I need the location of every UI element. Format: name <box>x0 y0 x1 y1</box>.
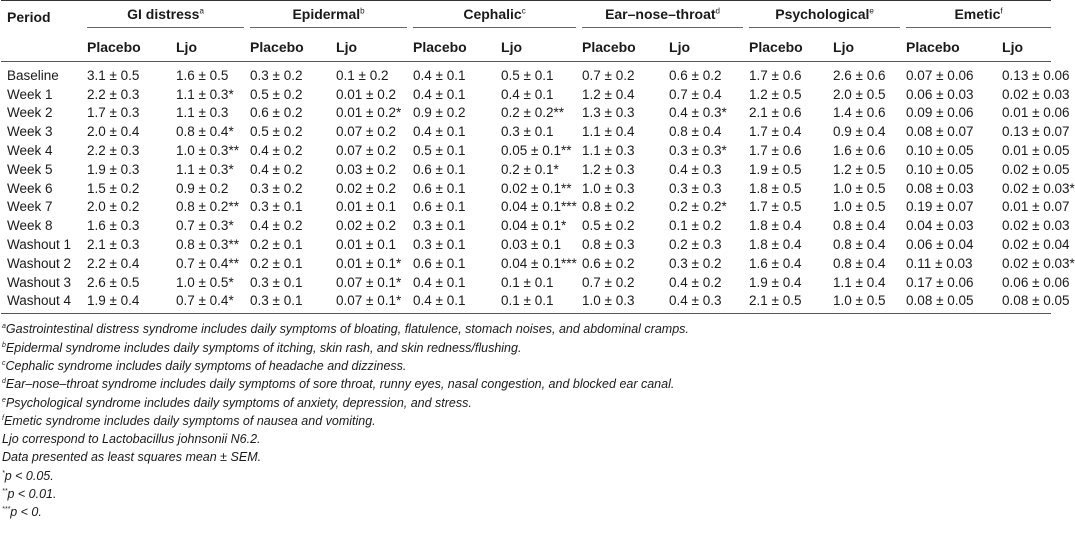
value-cell: 1.0 ± 0.5 <box>827 292 900 314</box>
table-row <box>1 141 1051 160</box>
value-cell: 1.8 ± 0.4 <box>749 218 802 234</box>
subheader-ljo: Ljo <box>996 33 1051 62</box>
value-cell: 1.7 ± 0.3 <box>87 105 140 121</box>
value-cell: 0.08 ± 0.07 <box>906 124 974 140</box>
value-cell: 1.2 ± 0.5 <box>749 86 802 102</box>
group-header-text: Ear–nose–throat <box>605 6 716 22</box>
subheader-ljo: Ljo <box>495 33 576 62</box>
value-cell: 0.5 ± 0.2 <box>582 218 635 234</box>
table-header <box>1 1 1051 62</box>
value-cell: 0.9 ± 0.2 <box>413 105 466 121</box>
footnote-mark: ** <box>2 487 8 495</box>
value-cell: 0.01 ± 0.1 <box>336 237 396 253</box>
value-cell: 0.4 ± 0.2 <box>250 143 303 159</box>
footnote-text: Ear–nose–throat syndrome includes daily symptoms of sore throat, runny eyes, nasal congestion, and blocked ear canal. <box>5 377 675 392</box>
period-cell: Washout 1 <box>7 237 72 253</box>
footnote <box>2 394 1051 412</box>
group-header-label <box>582 6 743 28</box>
value-cell: 0.02 ± 0.03* <box>1002 255 1075 271</box>
value-cell: 0.02 ± 0.03* <box>1002 180 1075 196</box>
value-cell: 0.02 ± 0.2 <box>336 180 396 196</box>
value-cell: 0.04 ± 0.1*** <box>501 199 577 215</box>
value-cell: 1.0 ± 0.5 <box>833 180 886 196</box>
value-cell: 0.3 ± 0.3 <box>669 180 722 196</box>
footnote <box>2 412 1051 430</box>
value-cell: 0.4 ± 0.1 <box>413 124 466 140</box>
value-cell: 0.02 ± 0.04 <box>1002 237 1070 253</box>
value-cell: 0.06 ± 0.04 <box>906 237 974 253</box>
period-cell: Week 7 <box>7 199 53 215</box>
subheader-placebo: Placebo <box>244 33 330 62</box>
footnote <box>2 430 1051 448</box>
group-header-label <box>906 6 1051 28</box>
value-cell: 0.7 ± 0.2 <box>582 67 635 83</box>
period-cell: Washout 4 <box>1 292 81 314</box>
value-cell: 0.13 ± 0.07 <box>1002 124 1070 140</box>
value-cell: 0.8 ± 0.4 <box>833 237 886 253</box>
footnote <box>2 357 1051 375</box>
value-cell: 0.4 ± 0.3* <box>669 105 727 121</box>
value-cell: 1.0 ± 0.5 <box>833 199 886 215</box>
table-row <box>1 62 1051 85</box>
group-header-label <box>749 6 900 28</box>
period-cell: Week 1 <box>7 86 53 102</box>
value-cell: 1.0 ± 0.3** <box>176 143 239 159</box>
value-cell: 1.3 ± 0.3 <box>582 105 635 121</box>
value-cell: 0.01 ± 0.2* <box>336 105 402 121</box>
value-cell: 2.0 ± 0.4 <box>87 124 140 140</box>
value-cell: 0.7 ± 0.4** <box>176 255 239 271</box>
value-cell: 1.6 ± 0.6 <box>833 143 886 159</box>
value-cell: 1.1 ± 0.3 <box>582 143 635 159</box>
subheader-placebo: Placebo <box>81 33 170 62</box>
value-cell: 0.5 ± 0.1 <box>413 143 466 159</box>
table-row <box>1 292 1051 314</box>
value-cell: 0.01 ± 0.07 <box>1002 199 1070 215</box>
value-cell: 0.02 ± 0.03 <box>1002 86 1070 102</box>
value-cell: 0.1 ± 0.2 <box>669 218 722 234</box>
footnote-mark: a <box>2 323 6 331</box>
value-cell: 0.3 ± 0.1 <box>250 274 303 290</box>
value-cell: 1.9 ± 0.4 <box>749 274 802 290</box>
value-cell: 0.19 ± 0.07 <box>906 199 974 215</box>
value-cell: 0.03 ± 0.2 <box>336 161 396 177</box>
table-row <box>1 179 1051 198</box>
value-cell: 1.9 ± 0.4 <box>81 292 170 314</box>
value-cell: 0.8 ± 0.4 <box>833 218 886 234</box>
period-cell: Week 3 <box>7 124 53 140</box>
value-cell: 0.3 ± 0.1 <box>244 292 330 314</box>
group-header-label <box>87 6 244 28</box>
subheader-ljo: Ljo <box>170 33 244 62</box>
footnote-text: p < 0.01. <box>7 487 57 502</box>
value-cell: 0.3 ± 0.1 <box>413 237 466 253</box>
value-cell: 0.8 ± 0.3 <box>582 237 635 253</box>
footnote-mark: c <box>2 359 6 367</box>
header-period: Period <box>1 1 81 34</box>
period-cell: Baseline <box>7 67 59 83</box>
value-cell: 0.2 ± 0.2** <box>501 105 564 121</box>
footnote-mark: e <box>869 6 874 16</box>
subheader-placebo: Placebo <box>576 33 663 62</box>
value-cell: 0.07 ± 0.1* <box>330 292 407 314</box>
subheader-placebo: Placebo <box>900 33 996 62</box>
footnote <box>2 339 1051 357</box>
group-header <box>407 1 576 34</box>
period-cell: Week 5 <box>7 161 53 177</box>
value-cell: 0.01 ± 0.06 <box>1002 105 1070 121</box>
value-cell: 0.07 ± 0.06 <box>906 67 974 83</box>
value-cell: 2.6 ± 0.6 <box>833 67 886 83</box>
value-cell: 0.3 ± 0.1 <box>250 199 303 215</box>
value-cell: 1.2 ± 0.3 <box>582 161 635 177</box>
table-row <box>1 104 1051 123</box>
value-cell: 0.1 ± 0.1 <box>495 292 576 314</box>
value-cell: 0.10 ± 0.05 <box>906 161 974 177</box>
value-cell: 0.07 ± 0.1* <box>336 274 402 290</box>
table-body <box>1 62 1075 314</box>
value-cell: 1.2 ± 0.5 <box>833 161 886 177</box>
value-cell: 1.1 ± 0.3* <box>176 161 234 177</box>
value-cell: 0.2 ± 0.3 <box>669 237 722 253</box>
footnote-text: Epidermal syndrome includes daily symptoms of itching, skin rash, and skin redness/flushing. <box>5 340 522 355</box>
value-cell: 0.2 ± 0.2* <box>669 199 727 215</box>
value-cell: 0.7 ± 0.2 <box>582 274 635 290</box>
value-cell: 1.9 ± 0.5 <box>749 161 802 177</box>
value-cell: 0.04 ± 0.1* <box>501 218 567 234</box>
value-cell: 0.5 ± 0.2 <box>250 124 303 140</box>
symptom-table <box>1 0 1075 314</box>
value-cell: 0.2 ± 0.1* <box>501 161 559 177</box>
footnote-text: p < 0.05. <box>4 468 54 483</box>
value-cell: 1.4 ± 0.6 <box>833 105 886 121</box>
footnote-text: Gastrointestinal distress syndrome includes daily symptoms of bloating, flatulence, stomach noises, and abdominal cramps. <box>5 322 689 337</box>
value-cell: 0.5 ± 0.2 <box>250 86 303 102</box>
value-cell: 0.07 ± 0.2 <box>336 124 396 140</box>
period-cell: Washout 3 <box>7 274 72 290</box>
value-cell: 0.3 ± 0.3* <box>669 143 727 159</box>
value-cell: 1.1 ± 0.4 <box>833 274 886 290</box>
value-cell: 0.7 ± 0.3* <box>176 218 234 234</box>
value-cell: 2.2 ± 0.3 <box>87 86 140 102</box>
value-cell: 1.5 ± 0.2 <box>87 180 140 196</box>
value-cell: 0.6 ± 0.1 <box>413 180 466 196</box>
subheader-ljo: Ljo <box>827 33 900 62</box>
header-period-spacer <box>1 33 81 62</box>
value-cell: 0.4 ± 0.1 <box>413 274 466 290</box>
value-cell: 2.6 ± 0.5 <box>87 274 140 290</box>
footnote <box>2 485 1051 503</box>
value-cell: 0.04 ± 0.03 <box>906 218 974 234</box>
value-cell: 0.01 ± 0.2 <box>336 86 396 102</box>
value-cell: 0.3 ± 0.2 <box>250 67 303 83</box>
value-cell: 0.8 ± 0.2** <box>176 199 239 215</box>
value-cell: 0.02 ± 0.1** <box>501 180 572 196</box>
group-header-text: Epidermal <box>292 6 361 22</box>
value-cell: 1.6 ± 0.5 <box>176 67 229 83</box>
value-cell: 0.17 ± 0.06 <box>906 274 974 290</box>
value-cell: 2.2 ± 0.3 <box>87 143 140 159</box>
value-cell: 0.03 ± 0.1 <box>501 237 561 253</box>
value-cell: 1.1 ± 0.3* <box>176 86 234 102</box>
value-cell: 0.4 ± 0.3 <box>663 292 743 314</box>
value-cell: 1.1 ± 0.4 <box>582 124 635 140</box>
value-cell: 1.8 ± 0.4 <box>749 237 802 253</box>
value-cell: 0.01 ± 0.1 <box>336 199 396 215</box>
value-cell: 2.1 ± 0.6 <box>749 105 802 121</box>
value-cell: 1.8 ± 0.5 <box>749 180 802 196</box>
table-row <box>1 160 1051 179</box>
value-cell: 2.1 ± 0.5 <box>743 292 827 314</box>
value-cell: 0.4 ± 0.1 <box>413 67 466 83</box>
table-row <box>1 216 1051 235</box>
value-cell: 0.04 ± 0.1*** <box>501 255 577 271</box>
footnote <box>2 320 1051 338</box>
value-cell: 0.8 ± 0.4 <box>833 255 886 271</box>
value-cell: 0.05 ± 0.1** <box>501 143 572 159</box>
table-row <box>1 273 1051 292</box>
value-cell: 0.3 ± 0.2 <box>669 255 722 271</box>
subheader-placebo: Placebo <box>743 33 827 62</box>
value-cell: 1.0 ± 0.3 <box>576 292 663 314</box>
value-cell: 0.06 ± 0.06 <box>1002 274 1070 290</box>
group-header-text: Emetic <box>954 6 1001 22</box>
group-header-text: GI distress <box>127 6 200 22</box>
value-cell: 1.9 ± 0.3 <box>87 161 140 177</box>
table-row <box>1 254 1051 273</box>
group-header-label <box>413 6 576 28</box>
value-cell: 0.2 ± 0.1 <box>250 237 303 253</box>
value-cell: 0.9 ± 0.4 <box>833 124 886 140</box>
footnote-mark: b <box>2 341 6 349</box>
value-cell: 0.5 ± 0.1 <box>501 67 554 83</box>
value-cell: 0.01 ± 0.1* <box>336 255 402 271</box>
period-cell: Week 4 <box>7 143 53 159</box>
period-cell: Week 2 <box>7 105 53 121</box>
footnote-mark: *** <box>2 506 11 514</box>
value-cell: 0.1 ± 0.1 <box>501 274 554 290</box>
footnote-mark: f <box>1000 6 1003 16</box>
footnote <box>2 467 1051 485</box>
value-cell: 0.1 ± 0.2 <box>336 67 389 83</box>
group-header-text: Cephalic <box>463 6 522 22</box>
group-header <box>576 1 743 34</box>
period-cell: Washout 2 <box>7 255 72 271</box>
value-cell: 0.07 ± 0.2 <box>336 143 396 159</box>
footnote <box>2 375 1051 393</box>
value-cell: 0.08 ± 0.03 <box>906 180 974 196</box>
value-cell: 0.8 ± 0.3** <box>176 237 239 253</box>
value-cell: 0.4 ± 0.1 <box>413 86 466 102</box>
value-cell: 0.11 ± 0.03 <box>906 255 973 271</box>
value-cell: 1.7 ± 0.6 <box>749 67 802 83</box>
value-cell: 1.7 ± 0.6 <box>749 143 802 159</box>
value-cell: 0.13 ± 0.06 <box>1002 67 1070 83</box>
footnote-mark: b <box>360 6 365 16</box>
value-cell: 0.10 ± 0.05 <box>906 143 974 159</box>
table-row <box>1 198 1051 217</box>
value-cell: 0.09 ± 0.06 <box>906 105 974 121</box>
footnote-mark: e <box>2 396 6 404</box>
group-header-label <box>250 6 407 28</box>
value-cell: 1.6 ± 0.4 <box>749 255 802 271</box>
period-cell: Week 8 <box>7 218 53 234</box>
value-cell: 0.08 ± 0.05 <box>900 292 996 314</box>
group-header-text: Psychological <box>775 6 870 22</box>
value-cell: 1.0 ± 0.3 <box>582 180 635 196</box>
footnote-mark: * <box>2 469 5 477</box>
value-cell: 0.02 ± 0.2 <box>336 218 396 234</box>
footnote-mark: d <box>2 378 6 386</box>
value-cell: 0.6 ± 0.2 <box>582 255 635 271</box>
value-cell: 0.3 ± 0.2 <box>250 180 303 196</box>
value-cell: 0.2 ± 0.1 <box>250 255 303 271</box>
footnote-mark: d <box>715 6 720 16</box>
period-cell: Week 6 <box>7 180 53 196</box>
subheader-ljo: Ljo <box>330 33 407 62</box>
value-cell: 0.8 ± 0.4 <box>669 124 722 140</box>
subheader-ljo: Ljo <box>663 33 743 62</box>
group-header <box>244 1 407 34</box>
footnote-text: Data presented as least squares mean ± SEM. <box>2 450 262 465</box>
value-cell: 1.2 ± 0.4 <box>582 86 635 102</box>
value-cell: 2.0 ± 0.5 <box>833 86 886 102</box>
value-cell: 0.8 ± 0.4* <box>176 124 234 140</box>
table-row <box>1 235 1051 254</box>
footnote-mark: a <box>199 6 204 16</box>
value-cell: 3.1 ± 0.5 <box>87 67 140 83</box>
value-cell: 0.3 ± 0.1 <box>413 218 466 234</box>
value-cell: 0.4 ± 0.1 <box>501 86 554 102</box>
value-cell: 1.7 ± 0.4 <box>749 124 802 140</box>
footnote-text: Psychological syndrome includes daily symptoms of anxiety, depression, and stress. <box>5 395 472 410</box>
value-cell: 0.08 ± 0.05 <box>996 292 1051 314</box>
value-cell: 0.01 ± 0.05 <box>1002 143 1070 159</box>
value-cell: 0.7 ± 0.4 <box>669 86 722 102</box>
value-cell: 0.7 ± 0.4* <box>170 292 244 314</box>
value-cell: 0.06 ± 0.03 <box>906 86 974 102</box>
value-cell: 0.4 ± 0.3 <box>669 161 722 177</box>
footnotes <box>1 314 1051 521</box>
value-cell: 0.6 ± 0.1 <box>413 255 466 271</box>
value-cell: 0.4 ± 0.2 <box>250 161 303 177</box>
group-header <box>900 1 1051 34</box>
value-cell: 2.1 ± 0.3 <box>87 237 140 253</box>
footnote-text: p < 0. <box>10 505 42 520</box>
value-cell: 1.7 ± 0.5 <box>749 199 802 215</box>
footnote-text: Ljo correspond to Lactobacillus johnsonii N6.2. <box>2 432 261 447</box>
footnote <box>2 448 1051 466</box>
value-cell: 0.02 ± 0.03 <box>1002 218 1070 234</box>
subheader-placebo: Placebo <box>407 33 495 62</box>
value-cell: 1.1 ± 0.3 <box>176 105 229 121</box>
footnote-text: Emetic syndrome includes daily symptoms of nausea and vomiting. <box>3 413 376 428</box>
value-cell: 1.0 ± 0.5* <box>176 274 234 290</box>
footnote <box>2 503 1051 521</box>
footnote-mark: f <box>2 414 4 422</box>
value-cell: 0.02 ± 0.05 <box>1002 161 1070 177</box>
table-row <box>1 122 1051 141</box>
value-cell: 0.8 ± 0.2 <box>582 199 635 215</box>
table-row <box>1 85 1051 104</box>
value-cell: 2.2 ± 0.4 <box>87 255 140 271</box>
value-cell: 0.4 ± 0.2 <box>669 274 722 290</box>
footnote-mark: c <box>521 6 526 16</box>
value-cell: 0.6 ± 0.2 <box>250 105 303 121</box>
group-header <box>81 1 244 34</box>
value-cell: 1.6 ± 0.3 <box>87 218 140 234</box>
value-cell: 0.6 ± 0.1 <box>413 161 466 177</box>
value-cell: 0.4 ± 0.2 <box>250 218 303 234</box>
footnote-text: Cephalic syndrome includes daily symptoms of headache and dizziness. <box>5 358 407 373</box>
value-cell: 0.6 ± 0.2 <box>669 67 722 83</box>
value-cell: 0.9 ± 0.2 <box>176 180 229 196</box>
value-cell: 2.0 ± 0.2 <box>87 199 140 215</box>
group-header <box>743 1 900 34</box>
value-cell: 0.3 ± 0.1 <box>501 124 554 140</box>
value-cell: 0.4 ± 0.1 <box>407 292 495 314</box>
value-cell: 0.6 ± 0.1 <box>413 199 466 215</box>
